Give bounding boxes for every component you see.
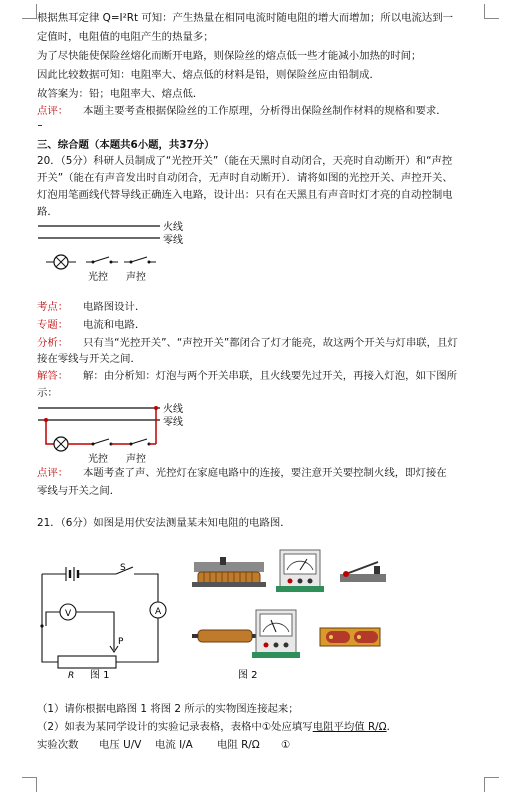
dianping-text: 本题考查了声、光控灯在家庭电路中的连接，要注意开关要控制火线，即灯接在	[83, 467, 447, 479]
dianping-tag: 点评：	[37, 467, 69, 479]
review-text: 本题主要考查根据保险丝的工作原理，分析得出保险丝制作材料的规格和要求．	[83, 105, 447, 117]
q20-answer-figure	[36, 398, 206, 466]
crop-mark-bottom-left	[22, 777, 37, 792]
kaodian-text: 电路图设计．	[83, 301, 146, 313]
switch-icon	[340, 562, 386, 582]
fire-label: 火线	[163, 404, 183, 415]
table-header-row	[37, 738, 301, 752]
q21-apparatus-figure	[90, 548, 490, 681]
q21-sub2	[37, 720, 397, 734]
lamp-symbol	[46, 255, 76, 269]
table-header-cell: ①	[281, 739, 291, 751]
label-r: R	[68, 671, 75, 681]
q20-line: 20．（5分）科研人员制成了“光控开关”（能在天黑时自动闭合，天亮时自动断开）和“声控	[37, 155, 453, 167]
kaodian-line	[37, 300, 145, 314]
label-v: V	[65, 609, 72, 619]
q20-line: 灯泡用笔画线代替导线正确连入电路，设计出：只有在天黑且有声音时灯才亮的自动控制电	[37, 189, 453, 201]
lamp-symbol	[54, 437, 68, 451]
review-line	[37, 104, 447, 118]
section-title: 三、综合题（本题共6小题，共37分）	[37, 139, 215, 151]
body-line: 因此比较数据可知：电阻率大、熔点低的材料是铅，则保险丝应由铅制成．	[37, 69, 380, 81]
dianping-line	[37, 466, 447, 480]
q20-line: 路．	[37, 206, 58, 218]
jieda-text: 解：由分析知：灯泡与两个开关串联，且火线要先过开关，再接入灯泡，如下图所	[83, 370, 458, 382]
dianping-line-2: 零线与开关之间．	[37, 485, 121, 497]
jieda-line-2: 示：	[37, 387, 58, 399]
light-switch-label: 光控	[88, 454, 108, 465]
q21-sub2-pre: （2）如表为某同学设计的实验记录表格，表格中	[37, 721, 262, 733]
light-switch-symbol	[86, 257, 118, 264]
q20-circuit-figure	[36, 218, 206, 286]
zhuanti-text: 电流和电路．	[83, 319, 146, 331]
table-header-cell: 实验次数	[37, 739, 79, 751]
body-line: 根据焦耳定律 Q=I²Rt 可知：产生热量在相同电流时随电阻的增大而增加；所以电流达到一	[37, 12, 454, 24]
q21-sub2-end: ．	[386, 721, 398, 733]
zhuanti-line	[37, 318, 145, 332]
fenxi-tag: 分析：	[37, 337, 69, 349]
fig2-caption: 图 2	[238, 670, 258, 681]
neutral-label: 零线	[163, 235, 183, 246]
crop-mark-top-left	[22, 4, 37, 19]
fenxi-line	[37, 336, 458, 350]
label-s: S	[120, 563, 126, 573]
red-wire-left	[46, 420, 54, 444]
light-switch-label: 光控	[88, 272, 108, 283]
sound-switch-label: 声控	[126, 454, 146, 465]
light-switch-symbol	[92, 439, 113, 446]
battery-icon	[320, 628, 380, 646]
neutral-label: 零线	[163, 417, 183, 428]
label-a: A	[155, 607, 162, 617]
q21-sub2-num: ①	[261, 721, 272, 733]
label-p: P	[118, 637, 124, 647]
sound-switch-label: 声控	[126, 272, 146, 283]
q20-line: 开关”（能在有声音发出时自动闭合，无声时自动断开）．请将如图的光控开关、声控开关、	[37, 172, 453, 184]
review-tag: 点评：	[37, 105, 69, 117]
q21-sub1: （1）请你根据电路图 1 将图 2 所示的实物图连接起来；	[37, 703, 299, 715]
jieda-tag: 解答：	[37, 370, 69, 382]
crop-mark-bottom-right	[484, 777, 499, 792]
fig1-caption: 图 1	[90, 670, 110, 681]
kaodian-tag: 考点：	[37, 301, 69, 313]
jieda-line	[37, 369, 457, 383]
q21-sub2-mid: 处应填写	[271, 721, 313, 733]
sound-switch-symbol	[130, 439, 151, 446]
crop-mark-top-right	[484, 4, 499, 19]
junction-dot	[40, 624, 43, 627]
table-header-cell: 电压 U/V	[99, 739, 142, 751]
resistor-icon	[192, 630, 258, 642]
q21-title: 21．（6分）如图是用伏安法测量某未知电阻的电路图．	[37, 517, 291, 529]
ammeter-icon	[276, 550, 324, 592]
voltmeter-icon	[252, 610, 300, 658]
table-header-cell: 电流 I/A	[155, 739, 193, 751]
q21-circuit-diagram	[38, 562, 174, 681]
rheostat-icon	[192, 557, 266, 587]
fenxi-text: 只有当“光控开关”、“声控开关”都闭合了灯才能亮，故这两个开关与灯串联，且灯	[83, 337, 458, 349]
small-red-mark	[38, 125, 42, 126]
body-line: 为了尽快能使保险丝熔化而断开电路，则保险丝的熔点低一些才能减小加热的时间；	[37, 50, 422, 62]
body-line: 定值时，电阻值的电阻产生的热量多；	[37, 31, 214, 43]
fire-label: 火线	[163, 222, 183, 233]
fenxi-line-2: 接在零线与开关之间．	[37, 353, 141, 365]
zhuanti-tag: 专题：	[37, 319, 69, 331]
sound-switch-symbol	[124, 257, 156, 264]
body-line: 故答案为：铅；电阻率大、熔点低．	[37, 88, 204, 100]
table-header-cell: 电阻 R/Ω	[217, 739, 260, 751]
q21-sub2-answer: 电阻平均值 R/Ω	[312, 721, 387, 733]
